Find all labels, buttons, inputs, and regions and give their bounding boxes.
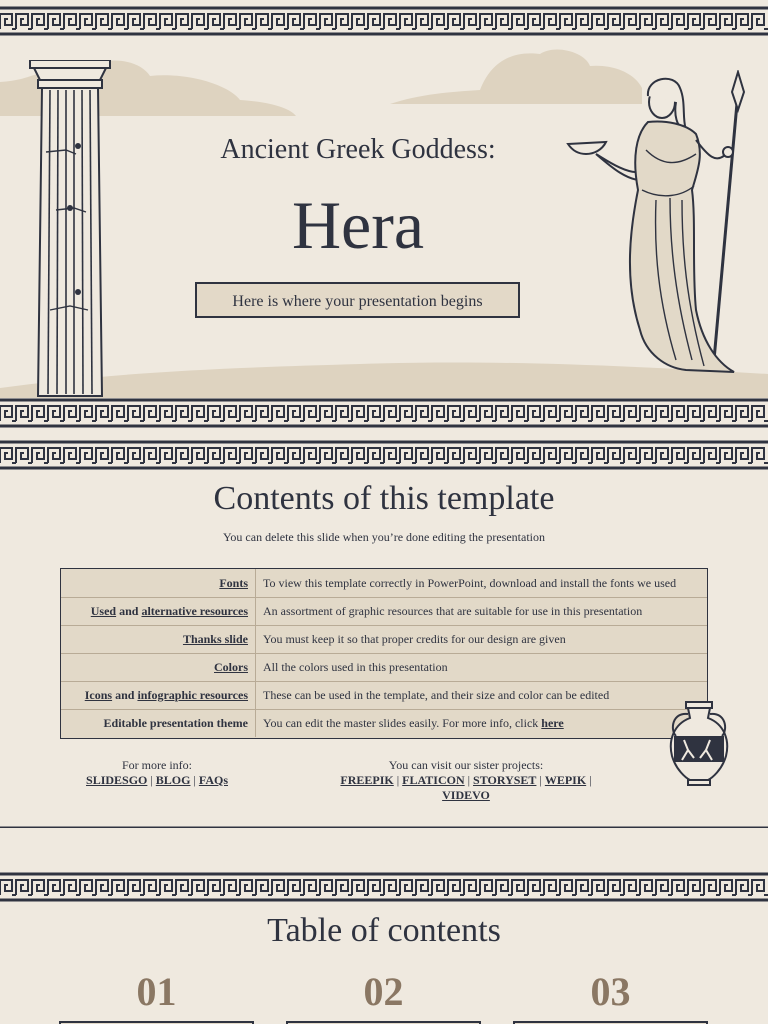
contents-row-description: All the colors used in this presentation <box>263 659 448 674</box>
table-of-contents-slide <box>0 872 768 1024</box>
contents-row-label <box>61 653 248 681</box>
contents-row <box>61 653 707 682</box>
greek-key-border-top <box>0 872 768 902</box>
blog-link[interactable]: BLOG <box>155 773 191 787</box>
contents-row-label <box>61 681 248 709</box>
greek-key-border-top <box>0 440 768 470</box>
presentation-begin-box: Here is where your presentation begins <box>195 282 520 318</box>
column-divider <box>255 709 256 737</box>
slide-subtitle: Ancient Greek Goddess: <box>220 134 496 165</box>
amphora-vase-icon <box>666 700 732 786</box>
resource-link[interactable]: Thanks slide <box>182 632 248 646</box>
title-slide <box>0 0 768 428</box>
resource-link[interactable]: Fonts <box>219 576 248 590</box>
resource-link[interactable]: Colors <box>214 660 248 674</box>
contents-row-description: To view this template correctly in PowerPoint, download and install the fonts we used <box>263 575 677 590</box>
resource-link[interactable]: alternative resources <box>141 604 248 618</box>
resource-link[interactable]: Used <box>90 604 117 618</box>
column-divider <box>255 653 256 681</box>
more-info-links: SLIDESGO | BLOG | FAQs <box>86 773 228 787</box>
contents-row <box>61 681 707 710</box>
flaticon-link[interactable]: FLATICON <box>402 773 465 787</box>
wepik-link[interactable]: WEPIK <box>544 773 587 787</box>
contents-row-label <box>61 625 248 653</box>
label-text: Editable presentation theme <box>103 716 248 730</box>
contents-row <box>61 569 707 598</box>
resource-link[interactable]: infographic resources <box>137 688 248 702</box>
contents-row-description: An assortment of graphic resources that are suitable for use in this presentation <box>263 603 643 618</box>
column-divider <box>255 569 256 597</box>
label-text: and <box>116 604 142 618</box>
more-info-label: For more info: <box>122 758 192 772</box>
resource-link[interactable]: Icons <box>84 688 113 702</box>
section-number: 03 <box>590 969 631 1014</box>
freepik-link[interactable]: FREEPIK <box>340 773 394 787</box>
here-link[interactable]: here <box>541 715 564 730</box>
faqs-link[interactable]: FAQs <box>198 773 228 787</box>
contents-row-label <box>61 569 248 597</box>
section-number: 02 <box>363 969 404 1014</box>
contents-subtitle: You can delete this slide when you’re done editing the presentation <box>222 530 546 544</box>
contents-row <box>61 625 707 654</box>
sister-projects-label: You can visit our sister projects: <box>388 758 544 772</box>
greek-key-border-bottom <box>0 398 768 428</box>
column-divider <box>255 597 256 625</box>
contents-row <box>61 709 707 737</box>
slidesgo-link[interactable]: SLIDESGO <box>86 773 148 787</box>
contents-row <box>61 597 707 626</box>
column-divider <box>255 625 256 653</box>
column-divider <box>255 681 256 709</box>
label-text: and <box>112 688 138 702</box>
sister-projects-links: FREEPIK | FLATICON | STORYSET | WEPIK | VIDEVO <box>340 773 592 802</box>
section-number: 01 <box>136 969 177 1014</box>
contents-row-description: These can be used in the template, and their size and color can be edited <box>263 687 610 702</box>
greek-key-border-top <box>0 6 768 36</box>
slide-title: Hera <box>291 187 425 263</box>
sister-projects-block <box>316 758 616 803</box>
contents-row-label <box>61 597 248 625</box>
contents-slide <box>0 436 768 828</box>
contents-title: Contents of this template <box>213 480 555 517</box>
contents-row-description: You can edit the master slides easily. For more info, click here <box>263 715 564 730</box>
contents-row-label <box>61 709 248 737</box>
contents-row-description: You must keep it so that proper credits for our design are given <box>263 631 566 646</box>
storyset-link[interactable]: STORYSET <box>473 773 537 787</box>
greek-key-border-bottom <box>0 826 768 828</box>
contents-table <box>60 568 708 739</box>
toc-title: Table of contents <box>267 912 501 949</box>
more-info-block <box>60 758 254 788</box>
videvo-link[interactable]: VIDEVO <box>442 788 490 802</box>
